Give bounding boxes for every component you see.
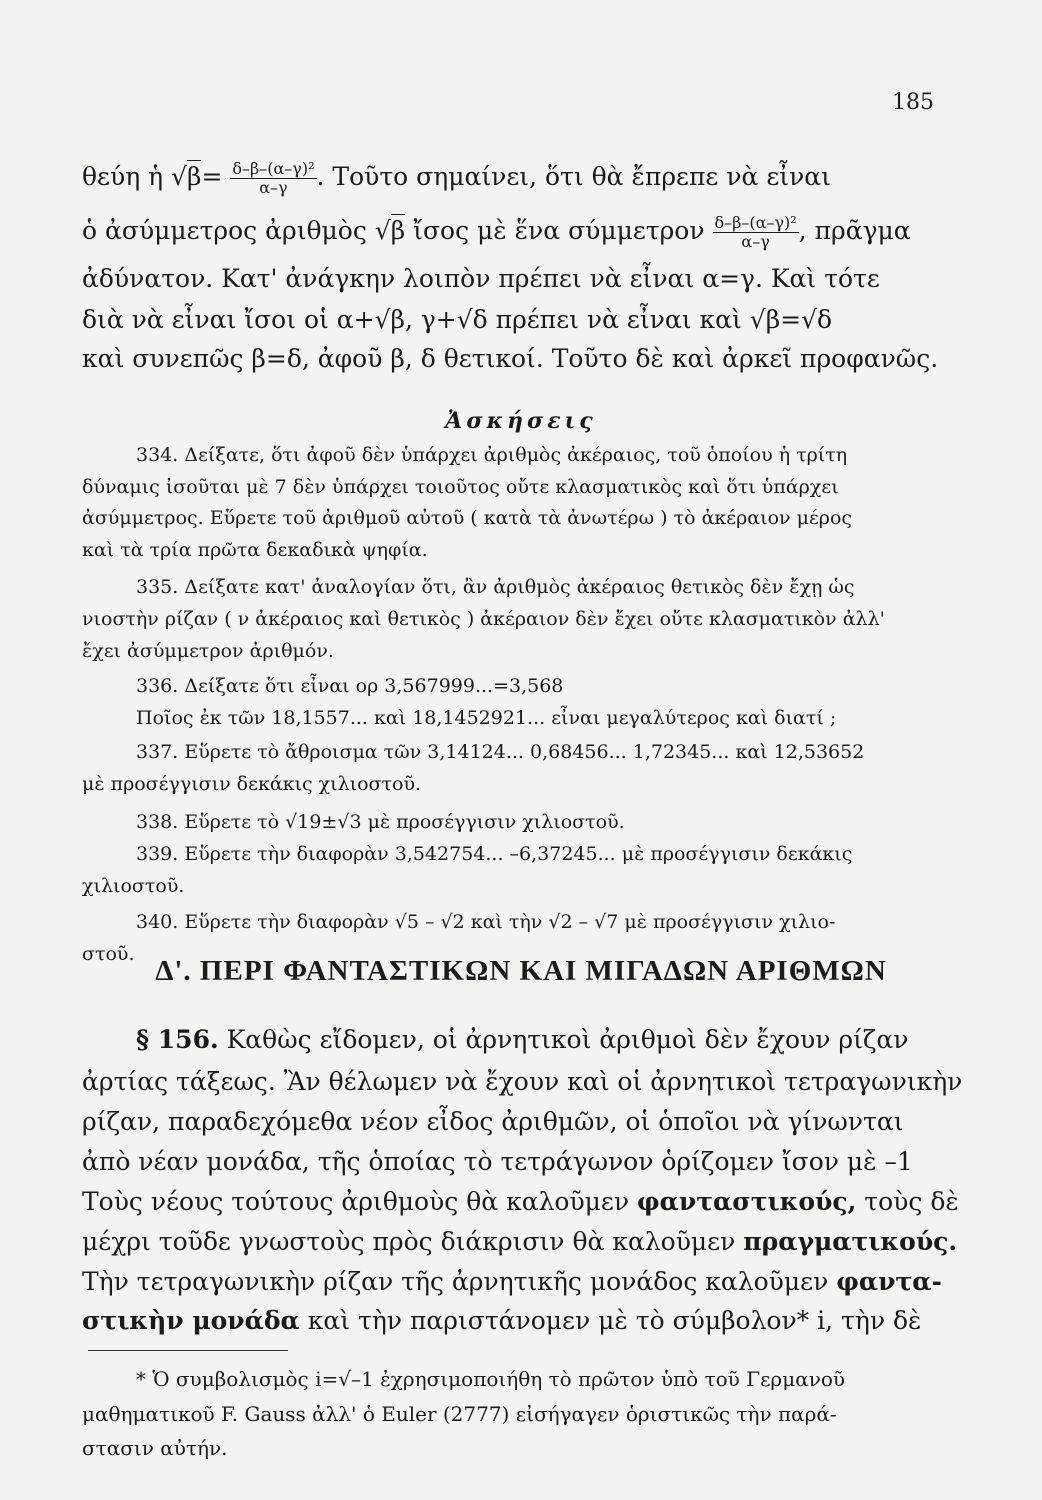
text-line [82,1306,934,1335]
fraction [713,214,799,251]
exercise-line: 340. Εὕρετε τὴν διαφορὰν √5 – √2 καὶ τὴν √2 – √7 μὲ προσέγγισιν χιλιο- [136,911,836,933]
exercise-line: ἔχει ἀσύμμετρον ἀριθμόν. [82,640,334,662]
bold-term: φαντα- [836,1267,942,1296]
fraction-numerator: δ–β–(α–γ)² [714,213,797,232]
text-line: καὶ συνεπῶς β=δ, ἀφοῦ β, δ θετικοί. Τοῦτο δὲ καὶ ἀρκεῖ προφανῶς. [82,344,939,373]
page-number: 185 [892,90,934,115]
text-line: διὰ νὰ εἶναι ἴσοι οἱ α+√β, γ+√δ πρέπει νὰ εἶναι καὶ √β=√δ [82,305,833,334]
exercise-line: 338. Εὕρετε τὸ √19±√3 μὲ προσέγγισιν χιλιοστοῦ. [136,811,625,833]
text-line: ρίζαν, παραδεχόμεθα νέον εἶδος ἀριθμῶν, οἱ ὁποῖοι νὰ γίνωνται [82,1107,904,1136]
sqrt-symbol: √ [171,162,187,191]
exercise-line: 339. Εὕρετε τὴν διαφορὰν 3,542754... –6,37245... μὲ προσέγγισιν δεκάκις [136,843,853,865]
text-fragment: καὶ τὴν παριστάνομεν μὲ τὸ σύμβολον* i, τὴν δὲ [299,1306,922,1335]
text-line: ἀρτίας τάξεως. Ἂν θέλωμεν νὰ ἔχουν καὶ οἱ ἀρνητικοὶ τετραγωνικὴν [82,1067,963,1096]
text-fragment: θεύη ἡ [82,162,172,191]
section-number: § 156. [136,1025,219,1054]
exercise-line: 336. Δείξατε ὅτι εἶναι ορ 3,567999...=3,568 [136,675,564,697]
bold-term: πραγματικούς. [743,1227,958,1256]
text-fragment: τοὺς δὲ [856,1187,959,1216]
text-fragment: ἴσος μὲ ἕνα σύμμετρον [405,216,713,245]
text-line [82,1187,959,1216]
text-line [82,1025,988,1054]
bold-term: φανταστικούς, [637,1187,857,1216]
text-line [82,1227,958,1256]
text-line [82,214,934,251]
exercise-line: χιλιοστοῦ. [82,875,185,897]
footnote-line: στασιν αὐτήν. [82,1436,228,1460]
footnote-line: * Ὁ συμβολισμὸς i=√–1 ἐχρησιμοποιήθη τὸ πρῶτον ὑπὸ τοῦ Γερμανοῦ [136,1367,846,1391]
footnote-line: μαθηματικοῦ F. Gauss ἀλλ' ὁ Euler (2777) εἰσήγαγεν ὁριστικῶς τὴν παρά- [82,1402,837,1426]
text-line: ἀδύνατον. Κατ' ἀνάγκην λοιπὸν πρέπει νὰ εἶναι α=γ. Καὶ τότε [82,264,880,293]
section-heading: Δ'. ΠΕΡΙ ΦΑΝΤΑΣΤΙΚΩΝ ΚΑΙ ΜΙΓΑΔΩΝ ΑΡΙΘΜΩΝ [155,955,887,987]
text-fragment: μέχρι τοῦδε γνωστοὺς πρὸς διάκρισιν θὰ καλοῦμεν [82,1227,744,1256]
exercise-line: Ποῖος ἐκ τῶν 18,1557... καὶ 18,1452921... εἶναι μεγαλύτερος καὶ διατί ; [136,707,837,729]
exercises-title: Ἀσκήσεις [445,408,597,434]
fraction-denominator: α–γ [741,232,770,251]
fraction [230,160,316,197]
radicand: β [390,216,406,245]
exercise-line: μὲ προσέγγισιν δεκάκις χιλιοστοῦ. [82,773,422,795]
exercise-line: νιοστὴν ρίζαν ( ν ἀκέραιος καὶ θετικὸς ) ἀκέραιον δὲν ἔχει οὔτε κλασματικὸν ἀλλ' [82,608,885,630]
fraction-denominator: α–γ [259,178,288,197]
text-fragment: Καθὼς εἴδομεν, οἱ ἀρνητικοὶ ἀριθμοὶ δὲν ἔχουν ρίζαν [218,1025,909,1054]
text-fragment: . Τοῦτο σημαίνει, ὅτι θὰ ἔπρεπε νὰ εἶναι [316,162,831,191]
text-fragment: , πρᾶγμα [798,216,911,245]
text-fragment: Τοὺς νέους τούτους ἀριθμοὺς θὰ καλοῦμεν [82,1187,638,1216]
text-line [82,1267,942,1296]
exercise-line: δύναμις ἰσοῦται μὲ 7 δὲν ὑπάρχει τοιοῦτος οὔτε κλασματικὸς καὶ ὅτι ὑπάρχει [82,476,839,498]
exercise-line: 337. Εὕρετε τὸ ἄθροισμα τῶν 3,14124... 0,68456... 1,72345... καὶ 12,53652 [136,741,865,763]
text-fragment: = [201,162,231,191]
footnote-divider [88,1350,288,1351]
exercise-line: ἀσύμμετρος. Εὕρετε τοῦ ἀριθμοῦ αὐτοῦ ( κατὰ τὰ ἀνωτέρω ) τὸ ἀκέραιον μέρος [82,507,853,529]
exercise-line: στοῦ. [82,943,135,965]
exercise-line: καὶ τὰ τρία πρῶτα δεκαδικὰ ψηφία. [82,539,428,561]
text-fragment: Τὴν τετραγωνικὴν ρίζαν τῆς ἀρνητικῆς μονάδος καλοῦμεν [82,1267,837,1296]
text-line [82,160,934,197]
radicand: β [187,162,202,191]
text-fragment: ὁ ἀσύμμετρος ἀριθμὸς [82,216,375,245]
exercise-line: 335. Δείξατε κατ' ἀναλογίαν ὅτι, ἂν ἀριθμὸς ἀκέραιος θετικὸς δὲν ἔχῃ ὡς [136,576,855,598]
text-line: ἀπὸ νέαν μονάδα, τῆς ὁποίας τὸ τετράγωνον ὁρίζομεν ἴσον μὲ –1 [82,1147,913,1176]
bold-term: στικὴν μονάδα [82,1306,300,1335]
fraction-numerator: δ–β–(α–γ)² [232,159,315,178]
sqrt-symbol: √ [374,216,391,245]
exercise-line: 334. Δείξατε, ὅτι ἀφοῦ δὲν ὑπάρχει ἀριθμὸς ἀκέραιος, τοῦ ὁποίου ἡ τρίτη [136,444,848,466]
